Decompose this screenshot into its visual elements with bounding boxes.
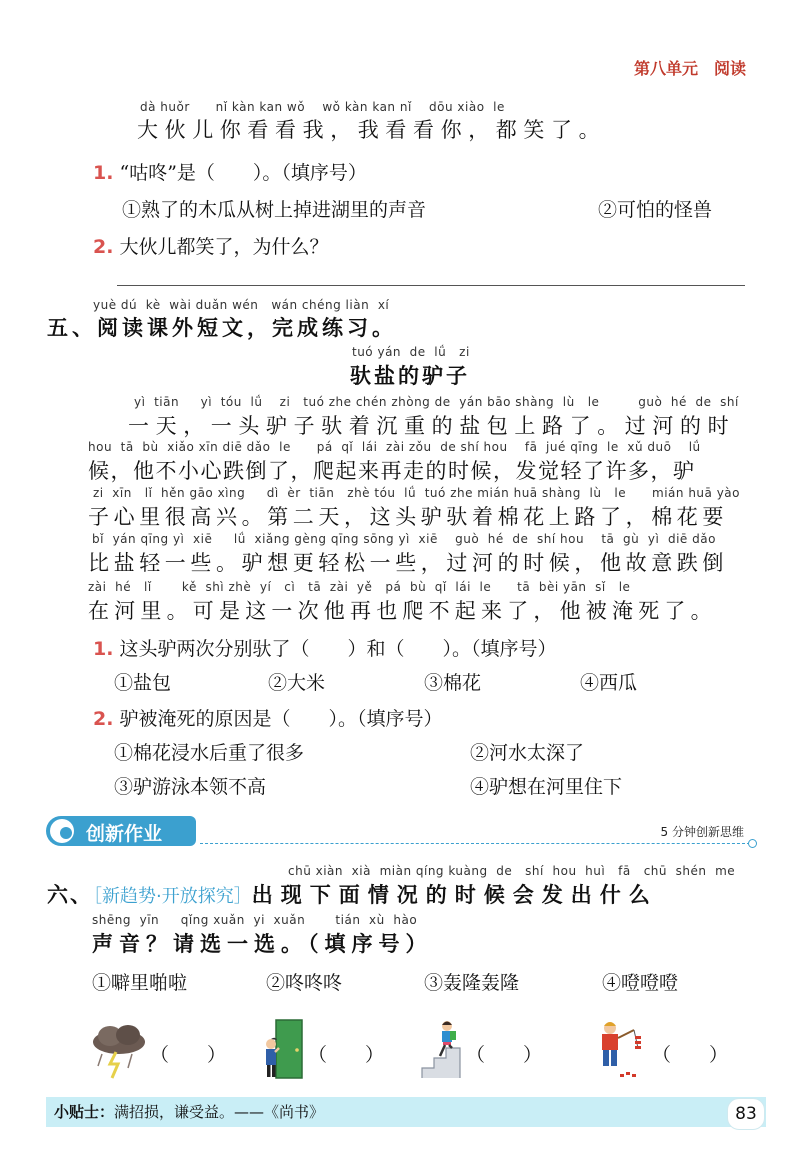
tag-label: ［新趋势·开放探究］	[93, 886, 252, 907]
question-1	[93, 158, 367, 185]
bulb-icon	[50, 819, 74, 843]
option: ③驴游泳本领不高	[114, 776, 267, 798]
tip-label: 小贴士：	[54, 1103, 115, 1121]
pinyin-line: chū xiàn xià miàn qíng kuàng de shí hou huì fā chū shén me	[288, 864, 736, 878]
answer-line	[117, 285, 745, 286]
innovation-banner	[46, 816, 196, 846]
text-line: 一天，一头驴子驮着沉重的盐包上路了。过河的时	[128, 414, 736, 438]
pinyin-line: shēng yīn qǐng xuǎn yi xuǎn tián xù hào	[92, 913, 418, 927]
knock-door-icon	[262, 1018, 306, 1080]
firecracker-boy-icon	[590, 1018, 656, 1080]
question-text: “咕咚”是（ ）。（填序号）	[119, 162, 367, 184]
thunder-cloud-icon	[88, 1018, 150, 1080]
section-6-title-2: 声音？请选一选。（填序号）	[92, 932, 433, 956]
banner-subtitle: 5 分钟创新思维	[660, 825, 744, 839]
text-line: 大伙儿你看看我，我看看你，都笑了。	[137, 118, 607, 142]
pinyin-line: yì tiān yì tóu lǘ zi tuó zhe chén zhòng de yán bāo shàng lù le guò hé de shí	[134, 395, 739, 409]
pinyin-line: dà huǒr nǐ kàn kan wǒ wǒ kàn kan nǐ dōu xiào le	[140, 100, 505, 114]
option: ②可怕的怪兽	[598, 199, 713, 221]
question-number: 1.	[93, 162, 114, 184]
divider-end-dot	[748, 839, 757, 848]
answer-blank[interactable]: （ ）	[466, 1044, 543, 1066]
page-number: 83	[727, 1098, 765, 1130]
question-number: 2.	[93, 708, 114, 730]
question-text: 这头驴两次分别驮了（ ）和（ ）。（填序号）	[119, 638, 557, 660]
unit-header: 第八单元 阅读	[633, 59, 746, 78]
pinyin-line: tuó yán de lǘ zi	[352, 345, 470, 359]
section-title: 五、阅读课外短文，完成练习。	[47, 316, 397, 340]
answer-blank[interactable]: （ ）	[150, 1044, 227, 1066]
option: ①噼里啪啦	[92, 972, 188, 994]
question-2	[93, 232, 329, 259]
title-text: 出现下面情况的时候会发出什么	[251, 883, 658, 907]
pinyin-line: hou tā bù xiǎo xīn diē dǎo le pá qǐ lái zài zǒu de shí hou fā jué qīng le xǔ duō lǘ	[88, 440, 701, 454]
story-title: 驮盐的驴子	[350, 364, 470, 388]
question-2	[93, 704, 443, 731]
pinyin-line: zi xīn lǐ hěn gāo xìng dì èr tiān zhè tóu lǘ tuó zhe mián huā shàng lù le mián huā yào	[93, 486, 740, 500]
tip-text	[54, 1101, 324, 1122]
tip-content: 满招损，谦受益。——《尚书》	[114, 1103, 325, 1121]
text-line: 子心里很高兴。第二天，这头驴驮着棉花上路了，棉花要	[88, 505, 728, 529]
pinyin-line: yuè dú kè wài duǎn wén wán chéng liàn xí	[93, 298, 390, 312]
option: ①熟了的木瓜从树上掉进湖里的声音	[122, 199, 427, 221]
question-number: 1.	[93, 638, 114, 660]
option: ②河水太深了	[470, 742, 585, 764]
text-line: 候，他不小心跌倒了，爬起来再走的时候，发觉轻了许多，驴	[88, 459, 696, 483]
tip-footer	[46, 1097, 766, 1127]
banner-divider	[200, 843, 750, 844]
option: ③轰隆轰隆	[424, 972, 520, 994]
banner-label: 创新作业	[86, 823, 163, 845]
option: ④驴想在河里住下	[470, 776, 623, 798]
option: ①盐包	[114, 672, 172, 694]
option: ②大米	[268, 672, 326, 694]
question-number: 2.	[93, 236, 114, 258]
section-6-title	[47, 879, 658, 909]
option: ④西瓜	[580, 672, 638, 694]
section-number: 六、	[47, 883, 93, 907]
pinyin-line: zài hé lǐ kě shì zhè yí cì tā zài yě pá bù qǐ lái le tā bèi yān sǐ le	[88, 580, 631, 594]
text-line: 在河里。可是这一次他再也爬不起来了，他被淹死了。	[88, 599, 717, 623]
pinyin-line: bǐ yán qīng yì xiē lǘ xiǎng gèng qīng sōng yì xiē guò hé de shí hou tā gù yì diē dǎo	[92, 532, 716, 546]
question-text: 驴被淹死的原因是（ ）。（填序号）	[119, 708, 443, 730]
option: ②咚咚咚	[266, 972, 343, 994]
option: ①棉花浸水后重了很多	[114, 742, 305, 764]
stairs-girl-icon	[420, 1018, 470, 1080]
answer-blank[interactable]: （ ）	[652, 1044, 729, 1066]
text-line: 比盐轻一些。驴想更轻松一些，过河的时候，他故意跌倒	[88, 551, 728, 575]
option: ③棉花	[424, 672, 482, 694]
question-text: 大伙儿都笑了，为什么？	[119, 236, 329, 258]
question-1	[93, 634, 557, 661]
answer-blank[interactable]: （ ）	[308, 1044, 385, 1066]
option: ④噔噔噔	[602, 972, 679, 994]
